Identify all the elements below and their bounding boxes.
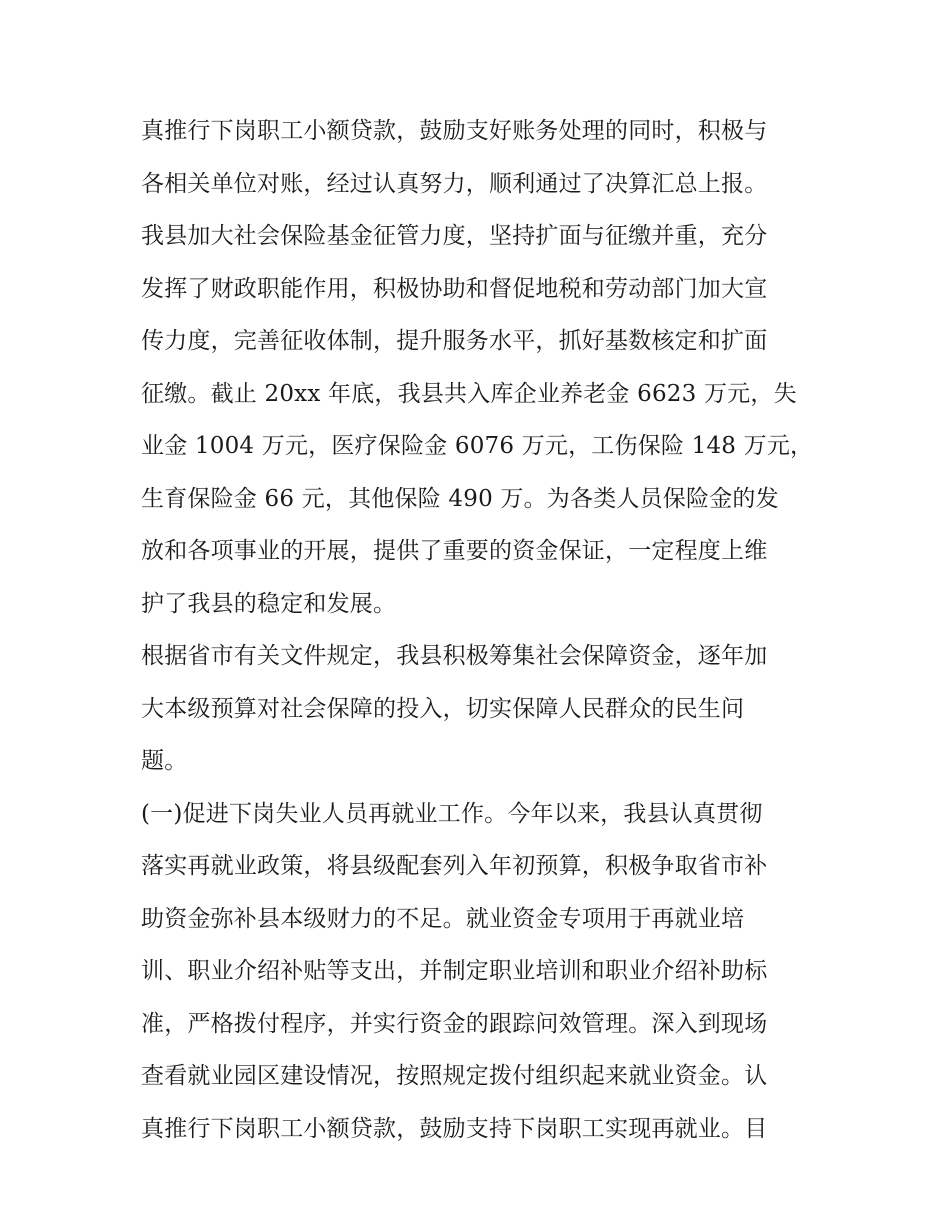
text-line: 生育保险金 66 元，其他保险 490 万。为各类人员保险金的发 [141,485,779,512]
text-line: 征缴。截止 20xx 年底，我县共入库企业养老金 6623 万元，失 [141,380,797,407]
text-line: 真推行下岗职工小额贷款，鼓励支好账务处理的同时，积极与 [141,118,768,144]
body-text [141,107,821,1157]
text-line: 我县加大社会保险基金征管力度，坚持扩面与征缴并重，充分 [141,223,768,249]
text-line: 准，严格拨付程序，并实行资金的跟踪问效管理。深入到现场 [141,1010,768,1037]
text-line: 助资金弥补县本级财力的不足。就业资金专项用于再就业培 [141,905,745,932]
text-line: 真推行下岗职工小额贷款，鼓励支持下岗职工实现再就业。目 [141,1115,768,1142]
text-line: 根据省市有关文件规定，我县积极筹集社会保障资金，逐年加 [141,643,768,669]
text-line: 发挥了财政职能作用，积极协助和督促地税和劳动部门加大宣 [141,275,768,302]
text-line: 落实再就业政策，将县级配套列入年初预算，积极争取省市补 [141,853,768,879]
text-line: 护了我县的稳定和发展。 [141,590,397,617]
text-line: 各相关单位对账，经过认真努力，顺利通过了决算汇总上报。 [141,170,768,197]
text-line: (一)促进下岗失业人员再就业工作。今年以来，我县认真贯彻 [141,800,763,827]
text-line: 放和各项事业的开展，提供了重要的资金保证，一定程度上维 [141,538,768,564]
text-line: 训、职业介绍补贴等支出，并制定职业培训和职业介绍补助标 [141,958,768,984]
text-line: 查看就业园区建设情况，按照规定拨付组织起来就业资金。认 [141,1063,768,1089]
text-line: 传力度，完善征收体制，提升服务水平，抓好基数核定和扩面 [141,328,768,354]
text-line: 业金 1004 万元，医疗保险金 6076 万元，工伤保险 148 万元， [141,433,814,459]
text-line: 题。 [141,748,188,774]
text-line: 大本级预算对社会保障的投入，切实保障人民群众的民生问 [141,695,745,722]
